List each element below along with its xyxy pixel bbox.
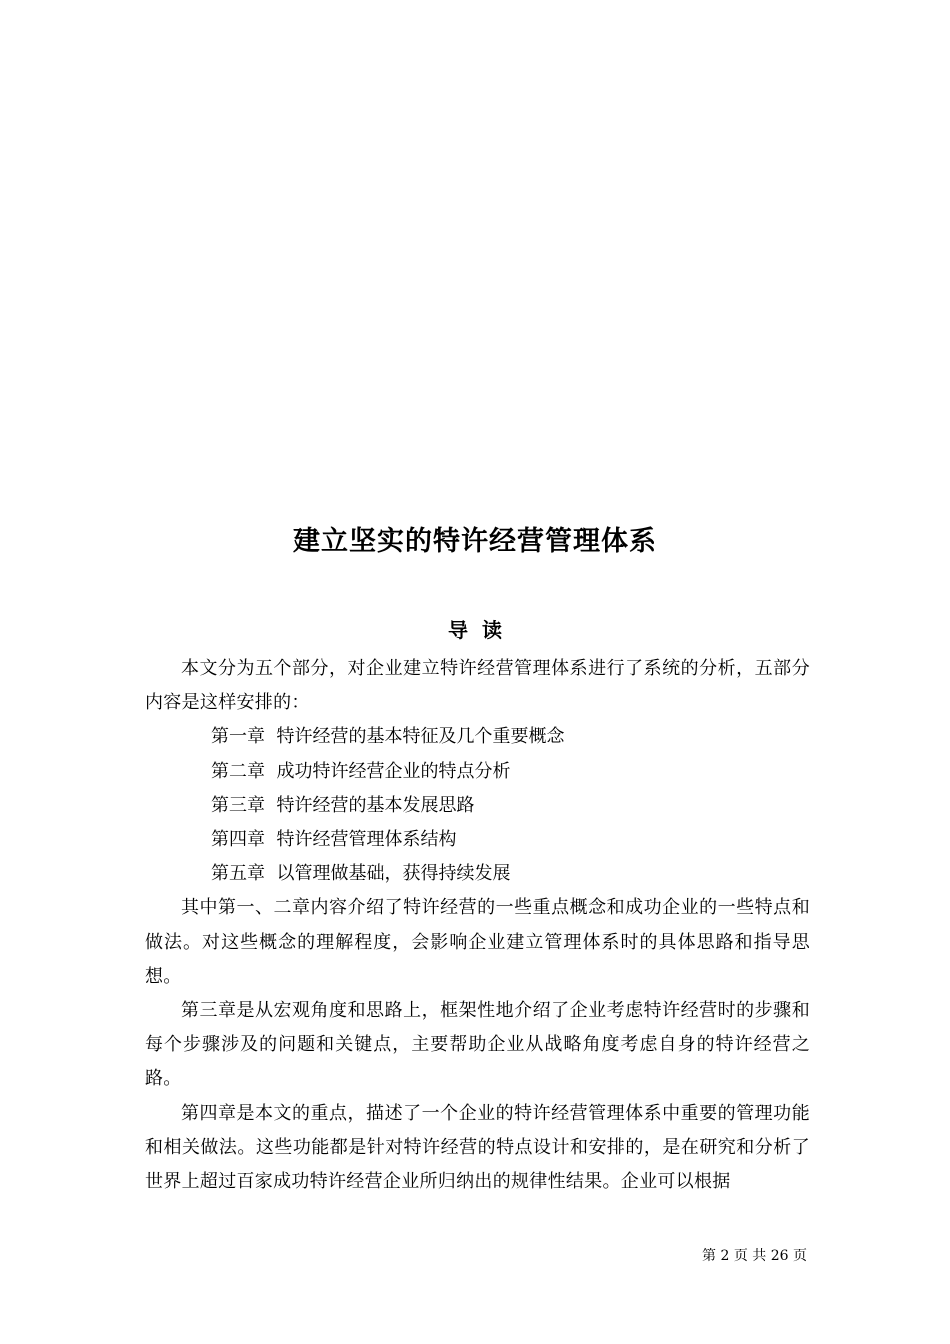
intro-paragraph: 本文分为五个部分，对企业建立特许经营管理体系进行了系统的分析，五部分内容是这样安排的： xyxy=(145,658,810,714)
chapter-item: 第三章 特许经营的基本发展思路 xyxy=(211,794,475,816)
chapter-item: 第一章 特许经营的基本特征及几个重要概念 xyxy=(211,726,565,748)
document-body xyxy=(145,652,810,1199)
body-paragraph: 第三章是从宏观角度和思路上，框架性地介绍了企业考虑特许经营时的步骤和每个步骤涉及的问题和关键点，主要帮助企业从战略角度考虑自身的特许经营之路。 xyxy=(145,1000,810,1090)
chapter-item: 第二章 成功特许经营企业的特点分析 xyxy=(211,760,511,782)
body-paragraph: 第四章是本文的重点，描述了一个企业的特许经营管理体系中重要的管理功能和相关做法。这些功能都是针对特许经营的特点设计和安排的，是在研究和分析了世界上超过百家成功特许经营企业所归纳出的规律性结果。企业可以根据 xyxy=(145,1102,810,1193)
chapter-item: 第五章 以管理做基础，获得持续发展 xyxy=(211,863,511,885)
body-paragraph: 其中第一、二章内容介绍了特许经营的一些重点概念和成功企业的一些特点和做法。对这些概念的理解程度，会影响企业建立管理体系时的具体思路和指导思想。 xyxy=(145,897,810,987)
section-heading-guide: 导读 xyxy=(448,618,516,642)
page-number-footer: 第 2 页 共 26 页 xyxy=(702,1248,807,1264)
chapter-item: 第四章 特许经营管理体系结构 xyxy=(211,829,457,851)
chapter-list xyxy=(145,720,810,891)
document-title: 建立坚实的特许经营管理体系 xyxy=(293,526,657,557)
